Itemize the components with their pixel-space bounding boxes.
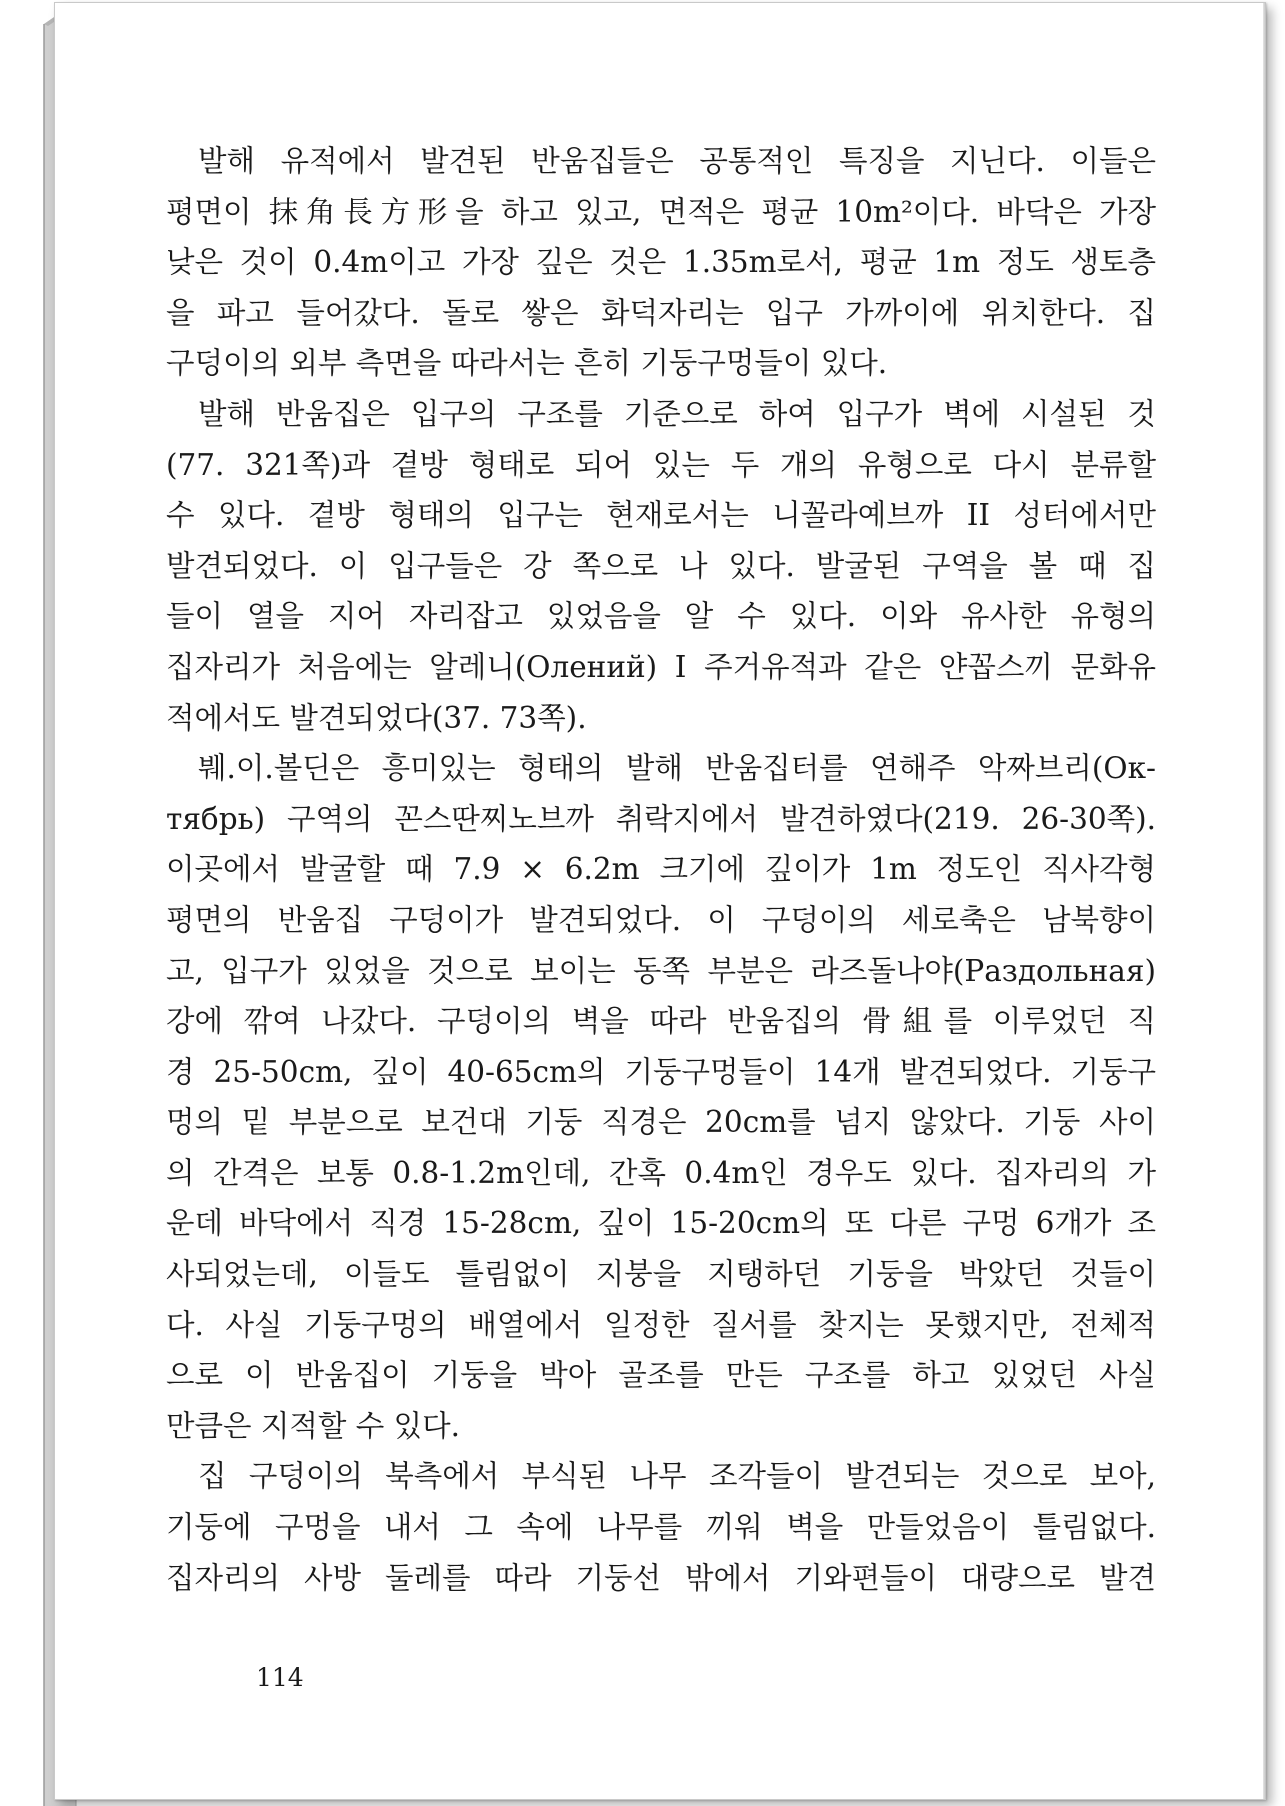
text-line: тябрь) 구역의 꼰스딴찌노브까 취락지에서 발견하였다(219. 26-30쪽). [166,801,1156,836]
text-line: 적에서도 발견되었다(37. 73쪽). [166,700,587,735]
text-line: 의 간격은 보통 0.8-1.2m인데, 간혹 0.4m인 경우도 있다. 집자리의 가 [166,1155,1156,1190]
text-line: 경 25-50cm, 깊이 40-65cm의 기둥구멍들이 14개 발견되었다. 기둥구 [166,1054,1156,1089]
text-line: 구덩이의 외부 측면을 따라서는 흔히 기둥구멍들이 있다. [166,346,888,381]
page-number: 114 [256,1663,304,1692]
paragraph-2 [166,389,1156,743]
text-line: 평면의 반움집 구덩이가 발견되었다. 이 구덩이의 세로축은 남북향이 [166,902,1156,937]
paragraph-3 [166,743,1156,1451]
text-line: 수 있다. 곁방 형태의 입구는 현재로서는 니꼴라예브까 II 성터에서만 [166,498,1156,533]
text-line: 고, 입구가 있었을 것으로 보이는 동쪽 부분은 라즈돌나야(Раздольная) [166,953,1156,988]
text-line: 집자리의 사방 둘레를 따라 기둥선 밖에서 기와편들이 대량으로 발견 [166,1560,1156,1595]
text-line: 만큼은 지적할 수 있다. [166,1408,460,1443]
body-text [166,136,1156,1603]
text-line: 발해 반움집은 입구의 구조를 기준으로 하여 입구가 벽에 시설된 것 [198,396,1156,431]
paragraph-4 [166,1451,1156,1603]
text-line: (77. 321쪽)과 곁방 형태로 되어 있는 두 개의 유형으로 다시 분류할 [166,447,1156,482]
text-line: 발해 유적에서 발견된 반움집들은 공통적인 특징을 지닌다. 이들은 [198,144,1156,178]
text-line: 집 구덩이의 북측에서 부식된 나무 조각들이 발견되는 것으로 보아, [198,1459,1156,1494]
text-line: 을 파고 들어갔다. 돌로 쌓은 화덕자리는 입구 가까이에 위치한다. 집 [166,295,1156,330]
text-line: 집자리가 처음에는 알레니(Олений) I 주거유적과 같은 얀꼽스끼 문화유 [166,649,1156,684]
text-line: 발견되었다. 이 입구들은 강 쪽으로 나 있다. 발굴된 구역을 볼 때 집 [166,548,1156,583]
text-line: 평면이 抹角長方形을 하고 있고, 면적은 평균 10m²이다. 바닥은 가장 [166,194,1156,229]
text-line: 사되었는데, 이들도 틀림없이 지붕을 지탱하던 기둥을 박았던 것들이 [166,1257,1156,1292]
text-line: 멍의 밑 부분으로 보건대 기둥 직경은 20cm를 넘지 않았다. 기둥 사이 [166,1105,1156,1140]
text-line: 다. 사실 기둥구멍의 배열에서 일정한 질서를 찾지는 못했지만, 전체적 [166,1307,1156,1342]
text-line: 들이 열을 지어 자리잡고 있었음을 알 수 있다. 이와 유사한 유형의 [166,599,1156,634]
text-line: 으로 이 반움집이 기둥을 박아 골조를 만든 구조를 하고 있었던 사실 [166,1358,1156,1393]
paragraph-1 [166,136,1156,389]
text-line: 운데 바닥에서 직경 15-28cm, 깊이 15-20cm의 또 다른 구멍 6개가 조 [166,1206,1156,1241]
text-line: 붸.이.볼딘은 흥미있는 형태의 발해 반움집터를 연해주 악짜브리(Ок- [198,751,1156,786]
text-line: 낮은 것이 0.4m이고 가장 깊은 것은 1.35m로서, 평균 1m 정도 생토층 [166,245,1156,280]
text-line: 이곳에서 발굴할 때 7.9 × 6.2m 크기에 깊이가 1m 정도인 직사각형 [166,852,1156,887]
text-line: 강에 깎여 나갔다. 구덩이의 벽을 따라 반움집의 骨組를 이루었던 직 [166,1004,1156,1039]
text-line: 기둥에 구멍을 내서 그 속에 나무를 끼워 벽을 만들었음이 틀림없다. [166,1510,1156,1545]
